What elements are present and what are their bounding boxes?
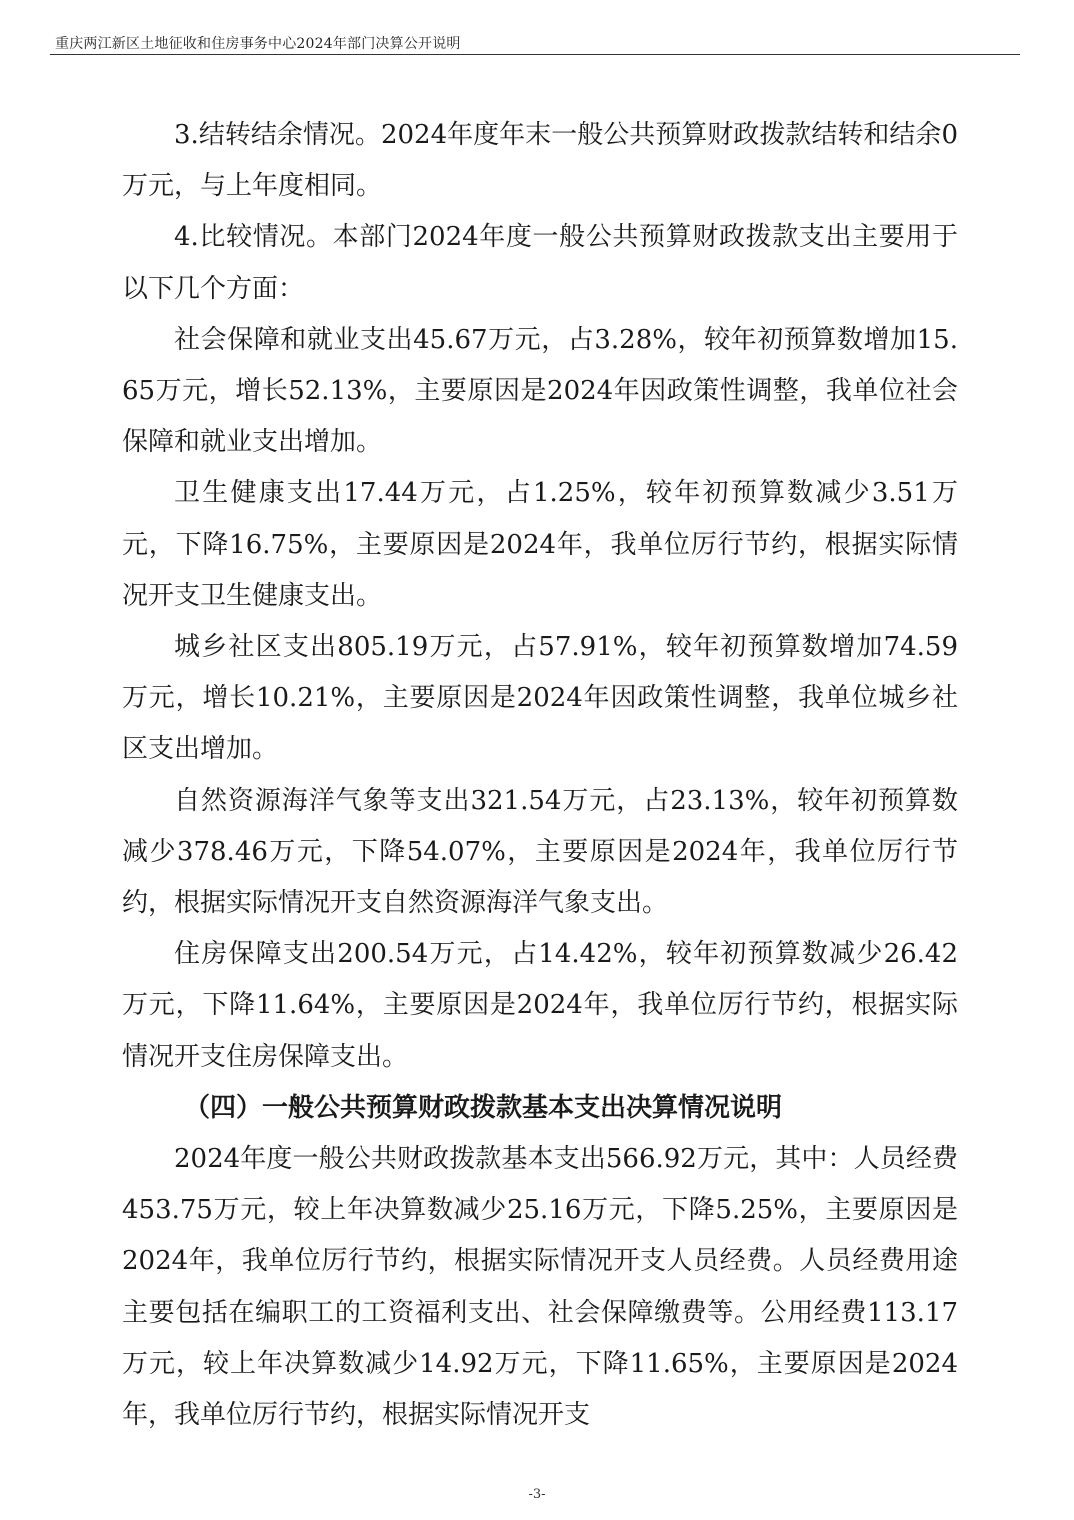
paragraph-carryover-balance: 3.结转结余情况。2024年度年末一般公共预算财政拨款结转和结余0万元，与上年度相同。 [122,120,958,202]
paragraph-basic-expenditure: 2024年度一般公共财政拨款基本支出566.92万元，其中：人员经费453.75万元，较上年决算数减少25.16万元，下降5.25%，主要原因是2024年，我单位厉行节约，根据实际情况开支人员经费。人员经费用途主要包括在编职工的工资福利支出、社会保障缴费等。公用经费113.17万元，较上年决算数减少14.92万元，下降11.65%，主要原因是2024年，我单位厉行节约，根据实际情况开支 [122,1144,958,1431]
paragraph-health: 卫生健康支出17.44万元，占1.25%，较年初预算数减少3.51万元，下降16.75%，主要原因是2024年，我单位厉行节约，根据实际情况开支卫生健康支出。 [122,478,958,611]
paragraph-urban-rural: 城乡社区支出805.19万元，占57.91%，较年初预算数增加74.59万元，增长10.21%，主要原因是2024年因政策性调整，我单位城乡社区支出增加。 [122,632,958,765]
section-heading: （四）一般公共预算财政拨款基本支出决算情况说明 [184,1092,783,1123]
running-header-title: 重庆两江新区土地征收和住房事务中心2024年部门决算公开说明 [55,36,461,52]
page-number: -3- [528,1487,546,1502]
paragraph-housing: 住房保障支出200.54万元，占14.42%，较年初预算数减少26.42万元，下降11.64%，主要原因是2024年，我单位厉行节约，根据实际情况开支住房保障支出。 [122,939,958,1072]
header-divider [50,54,1020,55]
paragraph-comparison-intro: 4.比较情况。本部门2024年度一般公共预算财政拨款支出主要用于以下几个方面： [122,222,958,304]
paragraph-social-security: 社会保障和就业支出45.67万元，占3.28%，较年初预算数增加15.65万元，增长52.13%，主要原因是2024年因政策性调整，我单位社会保障和就业支出增加。 [122,324,958,458]
paragraph-natural-resources: 自然资源海洋气象等支出321.54万元，占23.13%，较年初预算数减少378.46万元，下降54.07%，主要原因是2024年，我单位厉行节约，根据实际情况开支自然资源海洋气象支出。 [122,785,958,919]
document-body [122,110,958,1441]
